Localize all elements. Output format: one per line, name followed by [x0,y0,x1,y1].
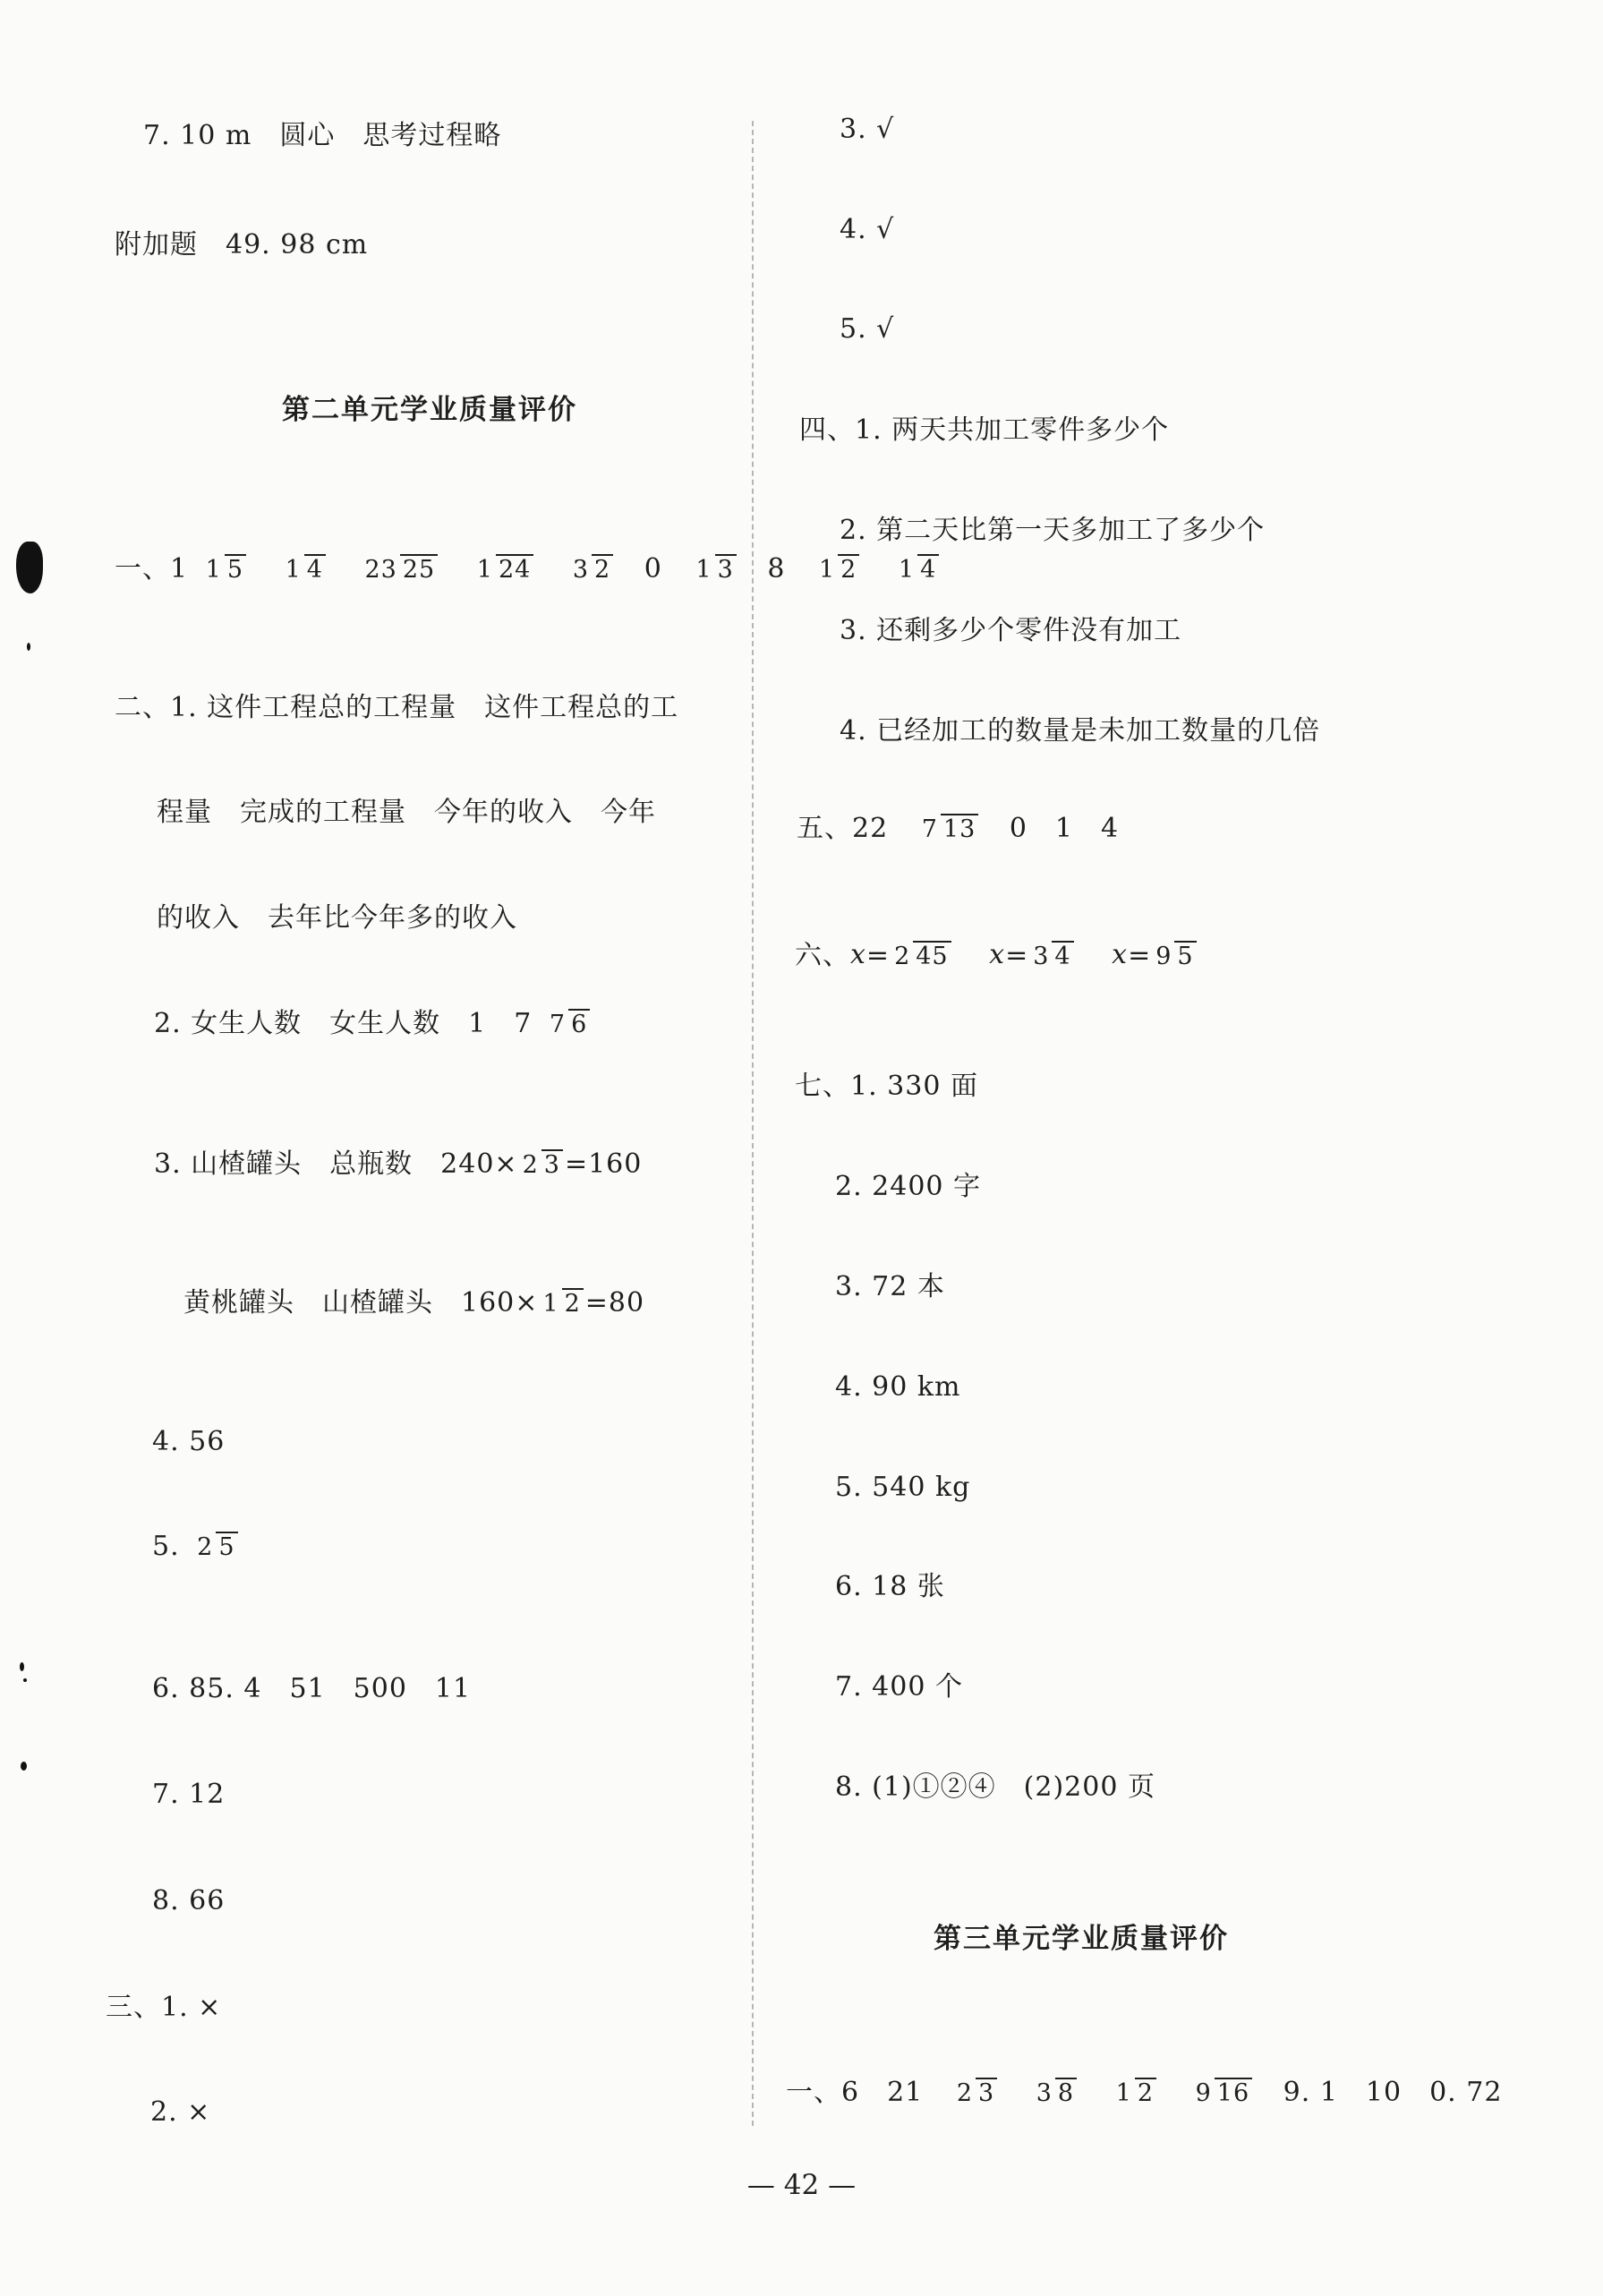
answer-line: 4. 已经加工的数量是未加工数量的几倍 [840,715,1321,747]
fraction: 9 16 [1193,2079,1253,2106]
answer-line: 七、1. 330 面 [795,1071,978,1102]
fraction: 9 5 [1153,943,1196,969]
answer-line: 的收入 去年比今年多的收入 [157,902,517,934]
answer-line: 8. 66 [152,1885,226,1916]
scan-mark [23,1678,27,1682]
scan-mark [21,1762,27,1771]
answer-line: 2. × [150,2096,211,2128]
fraction: 1 3 [693,556,736,583]
fraction: 3 4 [1030,943,1073,969]
page-number: — 42 — [746,2169,857,2201]
answer-line: 三、1. × [106,1992,222,2023]
answer-line: 程量 完成的工程量 今年的收入 今年 [157,797,656,828]
answer-line: 8. (1)①②④ (2)200 页 [835,1771,1155,1803]
answer-line: 3. 还剩多少个零件没有加工 [840,615,1182,646]
answer-line: 5. 540 kg [835,1472,971,1503]
fraction: 7 6 [547,1011,590,1037]
scan-mark [27,643,30,651]
fraction: 1 5 [203,556,246,583]
fraction: 23 25 [362,556,438,583]
answer-line: 7. 12 [152,1779,226,1810]
answer-line: 2. 女生人数 女生人数 1 7 7 6 [154,1010,595,1037]
answer-line: 四、1. 两天共加工零件多少个 [799,414,1170,446]
section-title: 第二单元学业质量评价 [282,394,577,426]
answer-line: 3. 72 本 [835,1271,945,1302]
fraction: 2 45 [891,943,951,969]
answer-line: 5. 2 5 [152,1532,243,1560]
fraction: 1 2 [540,1290,583,1317]
fraction: 3 2 [570,556,613,583]
section-title: 第三单元学业质量评价 [934,1923,1229,1955]
fraction: 2 3 [520,1151,563,1178]
answer-line: 五、22 7 13 0 1 4 [797,813,1120,844]
answer-line: 3. 山楂罐头 总瓶数 240× 2 3 =160 [154,1148,643,1180]
answer-line: 5. √ [840,313,895,345]
answer-line: 2. 2400 字 [835,1171,982,1202]
answer-line: 一、1 1 5 1 4 23 25 1 24 3 2 0 1 3 8 1 2 1 4 [115,555,944,583]
fraction: 1 2 [816,556,859,583]
fraction: 1 2 [1113,2079,1156,2106]
answer-line: 4. 90 km [835,1371,961,1403]
answer-line: 6. 18 张 [835,1571,945,1602]
answer-line: 六、x= 2 45 x= 3 4 x= 9 5 [795,942,1198,969]
answer-line: 7. 10 m 圆心 思考过程略 [143,120,502,151]
answer-line: 一、6 21 2 3 3 8 1 2 9 16 9. 1 10 0. 72 [786,2077,1503,2108]
fraction: 1 4 [896,556,939,583]
answer-line: 4. 56 [152,1426,226,1457]
answer-line: 2. 第二天比第一天多加工了多少个 [840,515,1266,546]
answer-line: 7. 400 个 [835,1671,963,1703]
scan-mark [20,1662,24,1671]
fraction: 1 24 [474,556,534,583]
fraction: 2 3 [954,2079,997,2106]
answer-line: 附加题 49. 98 cm [115,229,369,260]
answer-line: 4. √ [840,214,895,245]
answer-line: 3. √ [840,114,895,145]
fraction: 3 8 [1034,2079,1077,2106]
column-divider [752,121,754,2126]
fraction: 2 5 [194,1533,237,1560]
answer-line: 黄桃罐头 山楂罐头 160× 1 2 =80 [183,1287,645,1319]
answer-line: 6. 85. 4 51 500 11 [152,1673,472,1704]
scan-mark [16,542,43,593]
answer-line: 二、1. 这件工程总的工程量 这件工程总的工 [115,692,679,723]
fraction: 7 13 [919,815,979,842]
fraction: 1 4 [283,556,326,583]
